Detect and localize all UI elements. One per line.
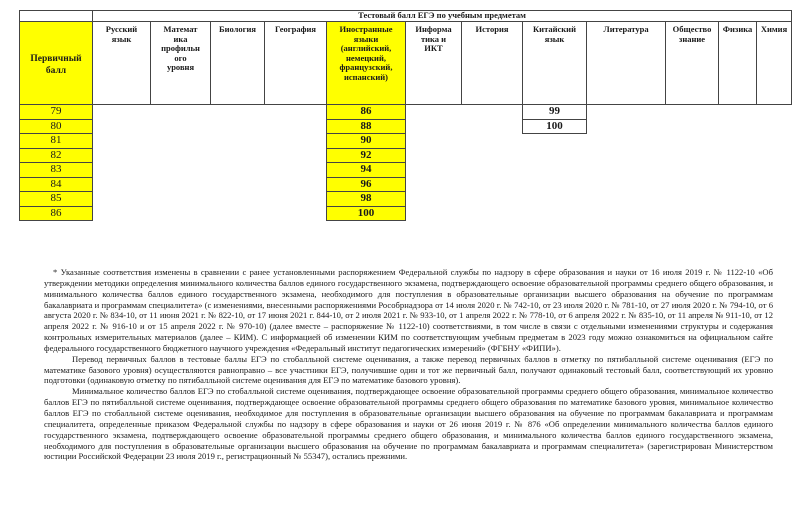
foreign-languages-score-cell: 100 xyxy=(327,206,406,221)
empty-cell xyxy=(265,148,327,163)
empty-cell xyxy=(406,105,462,120)
empty-cell xyxy=(211,177,265,192)
header-physics xyxy=(719,22,757,105)
foreign-languages-score-cell: 92 xyxy=(327,148,406,163)
chinese-score-cell xyxy=(523,134,587,149)
header-chinese xyxy=(523,22,587,105)
footnote-changes: * Указанные соответствия изменены в сравнении с ранее установленными распоряжением Федеральной службы по надзору в сфере образования и науки от 16 июля 2019 г. № 1122-10 «Об утверждении методики определения минимального количества баллов единого государственного экзамена, подтверждающего освоение образовательной программы среднего общего образования, и минимального количества баллов единого государственного экзамена, необходимого для поступления в образовательные организации высшего образования на обучение по программам бакалавриата и программам специалитета» (с изменениями, внесенными распоряжениями Рособрнадзора от 14 июля 2020 г. № 742-10, от 23 июля 2020 г. № 781-10, от 27 июля 2020 г. № 794-10, от 6 августа 2020 г. № 834-10, от 11 июня 2021 г. № 822-10, от 17 июня 2021 г. 844-10, от 2 июля 2021 г. № 933-10, от 1 апреля 2022 г. № 778-10, от 6 апреля 2022 г. № 835-10, от 11 апреля № 911-10, от 12 апреля 2022 г. № 916-10 и от 15 апреля 2022 г. № 970-10) (далее вместе – распоряжение № 1122-10) соответствиями, в том числе в связи с отдельными изменениями структуры и содержания контрольных измерительных материалов (далее – КИМ). С информацией об изменении КИМ по соответствующим учебным предметам в 2023 году можно ознакомиться на официальном сайте федерального государственного бюджетного научного учреждения «Федеральный институт педагогических измерений» (ФГБНУ «ФИПИ»). xyxy=(44,267,773,353)
table-row xyxy=(20,206,792,221)
subject-label: Китайский язык xyxy=(533,24,576,44)
empty-cell xyxy=(719,206,757,221)
empty-cell xyxy=(406,163,462,178)
chinese-score-cell xyxy=(523,206,587,221)
primary-score-cell: 81 xyxy=(20,134,93,149)
foreign-languages-score-cell: 90 xyxy=(327,134,406,149)
header-history xyxy=(462,22,523,105)
empty-cell xyxy=(462,192,523,207)
empty-cell xyxy=(406,192,462,207)
empty-cell xyxy=(757,206,792,221)
empty-cell xyxy=(719,119,757,134)
empty-cell xyxy=(265,119,327,134)
header-math-profile xyxy=(151,22,211,105)
empty-cell xyxy=(719,192,757,207)
primary-score-cell: 79 xyxy=(20,105,93,120)
empty-cell xyxy=(211,163,265,178)
empty-cell xyxy=(151,119,211,134)
empty-cell xyxy=(719,148,757,163)
subject-label: Физика xyxy=(722,24,753,34)
empty-cell xyxy=(211,105,265,120)
header-primary-score: Первичный балл xyxy=(20,22,93,105)
foreign-languages-score-cell: 96 xyxy=(327,177,406,192)
empty-cell xyxy=(406,148,462,163)
chinese-score-cell: 100 xyxy=(523,119,587,134)
footnote-minimum-scores: Минимальное количество баллов ЕГЭ по стобалльной системе оценивания, подтверждающее освоение образовательной программы среднего общего образования, минимальное количество баллов ЕГЭ по пятибалльной системе оценивания, подтверждающее освоение образовательной программы среднего общего образования по математике базового уровня, минимальное количество баллов ЕГЭ по стобалльной системе оценивания, необходимое для поступления в образовательные организации высшего образования на обучение по программам бакалавриата и программам специалитета, определенные приказом Федеральной службы по надзору в сфере образования и науки от 26 июня 2019 г. № 876 «Об определении минимального количества баллов единого государственного экзамена, подтверждающего освоение образовательной программы среднего общего образования, и минимального количества баллов единого государственного экзамена, необходимого для поступления в образовательные организации высшего образования на обучение по программам бакалавриата и программам специалитета» (зарегистрирован Министерством юстиции Российской Федерации 23 июля 2019 г., регистрационный № 55347), остались прежними. xyxy=(44,386,773,462)
empty-cell xyxy=(211,206,265,221)
footnote-equal-conversion: Перевод первичных баллов в тестовые баллы ЕГЭ по стобалльной системе оценивания, а также перевод первичных баллов в отметку по пятибалльной системе оценивания (ЕГЭ по математике базового уровня) осуществляются равноправно – все участники ЕГЭ, получившие один и тот же первичный балл, получают одинаковый тестовый балл, соответствующий их уровню подготовки (одинаковую отметку по пятибалльной системе оценивания для ЕГЭ по математике базового уровня). xyxy=(44,353,773,386)
table-corner xyxy=(20,11,93,22)
empty-cell xyxy=(265,163,327,178)
foreign-languages-score-cell: 88 xyxy=(327,119,406,134)
header-chemistry xyxy=(757,22,792,105)
empty-cell xyxy=(757,192,792,207)
subject-label: История xyxy=(475,24,509,34)
empty-cell xyxy=(666,148,719,163)
empty-cell xyxy=(757,105,792,120)
empty-cell xyxy=(211,134,265,149)
empty-cell xyxy=(666,163,719,178)
empty-cell xyxy=(757,177,792,192)
empty-cell xyxy=(265,206,327,221)
chinese-score-cell: 99 xyxy=(523,105,587,120)
primary-score-cell: 84 xyxy=(20,177,93,192)
header-social-studies xyxy=(666,22,719,105)
empty-cell xyxy=(462,163,523,178)
header-literature xyxy=(587,22,666,105)
table-row xyxy=(20,134,792,149)
chinese-score-cell xyxy=(523,148,587,163)
empty-cell xyxy=(462,134,523,149)
score-conversion-table xyxy=(19,10,792,221)
empty-cell xyxy=(666,206,719,221)
empty-cell xyxy=(587,134,666,149)
header-russian xyxy=(93,22,151,105)
empty-cell xyxy=(462,206,523,221)
empty-cell xyxy=(93,105,151,120)
primary-score-cell: 86 xyxy=(20,206,93,221)
empty-cell xyxy=(151,177,211,192)
empty-cell xyxy=(757,134,792,149)
empty-cell xyxy=(587,177,666,192)
chinese-score-cell xyxy=(523,163,587,178)
subject-label: Информа тика и ИКТ xyxy=(415,24,452,53)
empty-cell xyxy=(719,105,757,120)
empty-cell xyxy=(666,105,719,120)
empty-cell xyxy=(587,206,666,221)
empty-cell xyxy=(757,163,792,178)
empty-cell xyxy=(666,177,719,192)
empty-cell xyxy=(666,192,719,207)
empty-cell xyxy=(211,192,265,207)
empty-cell xyxy=(757,119,792,134)
subject-label: Математ ика профильн ого уровня xyxy=(161,24,200,72)
subject-label: Иностранные языки (английский, немецкий, французский, испанский) xyxy=(339,24,393,82)
table-row xyxy=(20,105,792,120)
empty-cell xyxy=(151,206,211,221)
empty-cell xyxy=(462,119,523,134)
subject-label: Биология xyxy=(218,24,257,34)
header-geography xyxy=(265,22,327,105)
empty-cell xyxy=(719,163,757,178)
primary-score-cell: 85 xyxy=(20,192,93,207)
empty-cell xyxy=(462,177,523,192)
empty-cell xyxy=(406,177,462,192)
subject-label: Общество знание xyxy=(672,24,712,44)
foreign-languages-score-cell: 98 xyxy=(327,192,406,207)
table-row xyxy=(20,177,792,192)
empty-cell xyxy=(462,105,523,120)
empty-cell xyxy=(406,119,462,134)
empty-cell xyxy=(587,119,666,134)
primary-score-cell: 83 xyxy=(20,163,93,178)
empty-cell xyxy=(93,134,151,149)
empty-cell xyxy=(151,148,211,163)
empty-cell xyxy=(151,134,211,149)
empty-cell xyxy=(265,192,327,207)
empty-cell xyxy=(265,134,327,149)
subject-label: Литература xyxy=(603,24,649,34)
table-title: Тестовый балл ЕГЭ по учебным предметам xyxy=(93,11,792,22)
foreign-languages-score-cell: 94 xyxy=(327,163,406,178)
empty-cell xyxy=(93,192,151,207)
empty-cell xyxy=(462,148,523,163)
empty-cell xyxy=(151,163,211,178)
chinese-score-cell xyxy=(523,192,587,207)
table-row xyxy=(20,163,792,178)
empty-cell xyxy=(587,163,666,178)
empty-cell xyxy=(151,105,211,120)
empty-cell xyxy=(587,148,666,163)
table-row xyxy=(20,148,792,163)
subject-label: Химия xyxy=(760,24,788,34)
empty-cell xyxy=(265,177,327,192)
empty-cell xyxy=(93,206,151,221)
empty-cell xyxy=(93,163,151,178)
empty-cell xyxy=(666,134,719,149)
primary-score-cell: 82 xyxy=(20,148,93,163)
empty-cell xyxy=(719,177,757,192)
empty-cell xyxy=(211,119,265,134)
empty-cell xyxy=(211,148,265,163)
subject-label: Русский язык xyxy=(105,24,138,44)
chinese-score-cell xyxy=(523,177,587,192)
header-biology xyxy=(211,22,265,105)
table-row xyxy=(20,119,792,134)
empty-cell xyxy=(151,192,211,207)
primary-score-cell: 80 xyxy=(20,119,93,134)
empty-cell xyxy=(587,105,666,120)
empty-cell xyxy=(93,119,151,134)
footnotes xyxy=(44,267,773,462)
subject-label: География xyxy=(275,24,316,34)
empty-cell xyxy=(265,105,327,120)
empty-cell xyxy=(666,119,719,134)
table-row xyxy=(20,192,792,207)
empty-cell xyxy=(93,177,151,192)
empty-cell xyxy=(406,206,462,221)
header-informatics xyxy=(406,22,462,105)
empty-cell xyxy=(587,192,666,207)
foreign-languages-score-cell: 86 xyxy=(327,105,406,120)
empty-cell xyxy=(757,148,792,163)
empty-cell xyxy=(93,148,151,163)
empty-cell xyxy=(406,134,462,149)
header-foreign-languages xyxy=(327,22,406,105)
empty-cell xyxy=(719,134,757,149)
